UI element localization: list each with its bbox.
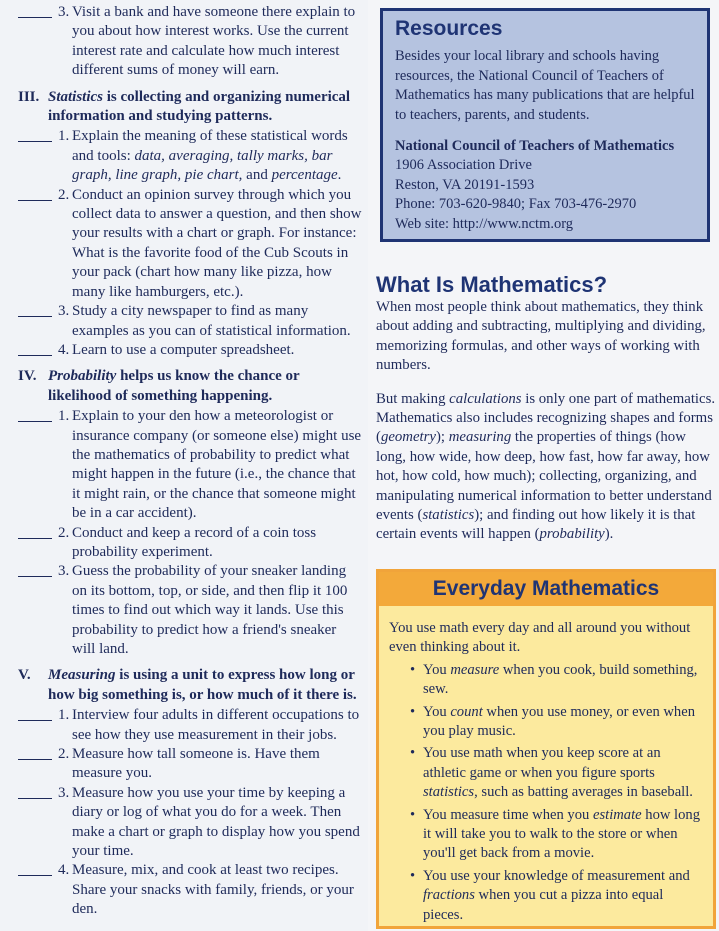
section-heading-statistics: III. Statistics is collecting and organizing numerical information and studying patterns. (18, 88, 351, 125)
list-item: • You measure when you cook, build something, sew. (410, 661, 698, 698)
resources-title: Resources (395, 17, 503, 40)
requirement-item: 4. Measure, mix, and cook at least two recipes. Share your snacks with family, friends, or your den. (0, 861, 368, 919)
checkoff-blank[interactable] (18, 421, 52, 423)
requirement-item: 3. Study a city newspaper to find as many examples as you can of statistical information. (0, 302, 368, 341)
what-is-math-title: What Is Mathematics? (376, 272, 608, 297)
section-heading-probability: IV. Probability helps us know the chance or likelihood of something happening. (18, 368, 300, 404)
requirement-item: 1. Interview four adults in different occupations to see how they use measurement in their jobs. (0, 706, 368, 745)
item-text: Measure how you use your time by keeping a diary or log of what you do for a week. Then make a chart or graph to display how you spend your time. (72, 784, 360, 860)
list-item: • You count when you use money, or even when you play music. (410, 703, 695, 740)
item-text: Learn to use a computer spreadsheet. (72, 341, 295, 358)
bullet-icon: • (410, 661, 416, 678)
what-is-math-para1: When most people think about mathematics, they think about adding and subtracting, multiplying and dividing, memorizing formulas, and other ways of working with numbers. (376, 299, 706, 374)
item-text: Interview four adults in different occupations to see how they use measurement in their jobs. (72, 707, 360, 743)
list-item: • You use your knowledge of measurement and fractions when you cut a pizza into equal pieces. (410, 867, 690, 923)
org-website[interactable]: Web site: http://www.nctm.org (395, 215, 574, 232)
item-text: Measure how tall someone is. Have them measure you. (72, 746, 320, 782)
org-name: National Council of Teachers of Mathematics (395, 138, 675, 155)
org-address-line2: Reston, VA 20191-1593 (395, 176, 535, 193)
bullet-icon: • (410, 867, 416, 884)
checkoff-blank[interactable] (18, 316, 52, 318)
checkoff-blank[interactable] (18, 355, 52, 357)
everyday-intro: You use math every day and all around you without even thinking about it. (389, 620, 691, 656)
list-item: • You measure time when you estimate how long it will take you to walk to the store or when you'll get back from a movie. (410, 806, 700, 862)
org-address-line1: 1906 Association Drive (395, 157, 532, 174)
everyday-math-box (376, 569, 716, 929)
item-text: Conduct and keep a record of a coin toss probability experiment. (72, 524, 317, 560)
sidebar-column (373, 0, 719, 931)
bullet-icon: • (410, 806, 416, 823)
checkoff-blank[interactable] (18, 798, 52, 800)
requirement-item: 4. Learn to use a computer spreadsheet. (0, 341, 368, 360)
checkoff-blank[interactable] (18, 538, 52, 540)
term: Measuring (48, 667, 116, 684)
requirement-item: 3. Visit a bank and have someone there explain to you about how interest works. Use the current interest rate and calculate how much interest different sums of money will earn. (0, 3, 368, 81)
requirement-item: 1. Explain to your den how a meteorologist or insurance company (or someone else) might use the mathematics of probability to predict what might happen in the future (i.e., the chance that it might rain, or the chance that someone might be in a car accident). (0, 407, 368, 523)
checkoff-blank[interactable] (18, 759, 52, 761)
org-phone: Phone: 703-620-9840; Fax 703-476-2970 (395, 196, 637, 213)
item-text: Conduct an opinion survey through which you collect data to answer a question, and then show your results with a chart or graph. For instance: What is the favorite food of the Cub Scouts in your pack (chart how many like pizza, how many like hamburgers, etc.). (72, 186, 362, 300)
everyday-list (389, 661, 701, 925)
requirement-item: 2. Conduct an opinion survey through which you collect data to answer a question, and then show your results with a chart or graph. For instance: What is the favorite food of the Cub Scouts in your pack (chart how many like pizza, how many like hamburgers, etc.). (0, 186, 368, 302)
resources-intro: Besides your local library and schools having resources, the National Council of Teachers of Mathematics has many publications that are helpful to teachers, parents, and students. (395, 48, 695, 123)
resources-box (380, 8, 710, 242)
item-text: Study a city newspaper to find as many examples as you can of statistical information. (72, 303, 351, 339)
bullet-icon: • (410, 745, 416, 762)
item-text: Guess the probability of your sneaker landing on its bottom, top, or side, and then flip it 100 times to find out which way it lands. Use this probability to predict how a friend's sneaker will land. (72, 563, 348, 657)
item-text: Explain the meaning of these statistical words and tools: data, averaging, tally marks, bar graph, line graph, pie chart, and percentage. (72, 128, 348, 184)
item-text: Explain to your den how a meteorologist or insurance company (or someone else) might use the mathematics of probability to predict what might happen in the future (i.e., the chance that it might rain, or the chance that someone might be in a car accident). (72, 408, 362, 522)
requirement-item: 2. Conduct and keep a record of a coin toss probability experiment. (0, 524, 368, 563)
term: Probability (48, 368, 117, 385)
checkoff-blank[interactable] (18, 875, 52, 877)
section-heading-measuring: V. Measuring is using a unit to express how long or how big something is, or how much of it there is. (18, 667, 357, 703)
checkoff-blank[interactable] (18, 720, 52, 722)
checkoff-blank[interactable] (18, 200, 52, 202)
everyday-math-title: Everyday Mathematics (379, 572, 713, 606)
term: Statistics (48, 88, 104, 105)
item-text: Measure, mix, and cook at least two recipes. Share your snacks with family, friends, or your den. (72, 862, 354, 918)
checkoff-blank[interactable] (18, 17, 52, 19)
item-text: Visit a bank and have someone there explain to you about how interest works. Use the current interest rate and calculate how much interest different sums of money will earn. (72, 4, 356, 79)
requirement-item: 1. Explain the meaning of these statistical words and tools: data, averaging, tally marks, bar graph, line graph, pie chart, and percentage. (0, 127, 368, 185)
checkoff-blank[interactable] (18, 576, 52, 578)
requirement-item: 3. Measure how you use your time by keeping a diary or log of what you do for a week. Then make a chart or graph to display how you spend your time. (0, 784, 368, 862)
list-item: • You use math when you keep score at an athletic game or when you figure sports statistics, such as batting averages in baseball. (410, 745, 693, 801)
what-is-math-section (376, 272, 719, 545)
requirement-item: 2. Measure how tall someone is. Have them measure you. (0, 745, 368, 784)
bullet-icon: • (410, 703, 416, 720)
everyday-math-body (379, 606, 713, 925)
what-is-math-para2: But making calculations is only one part of mathematics. Mathematics also includes recognizing shapes and forms (geometry); measuring the properties of things (how long, how wide, how deep, how fast, how far away, how hot, how cold, how much); collecting, organizing, and manipulating numerical information to better understand events (statistics); and finding out how likely it is that certain events will happen (probability). (376, 390, 716, 543)
requirement-item: 3. Guess the probability of your sneaker landing on its bottom, top, or side, and then flip it 100 times to find out which way it lands. Use this probability to predict how a friend's sneaker will land. (0, 562, 368, 659)
checkoff-blank[interactable] (18, 141, 52, 143)
